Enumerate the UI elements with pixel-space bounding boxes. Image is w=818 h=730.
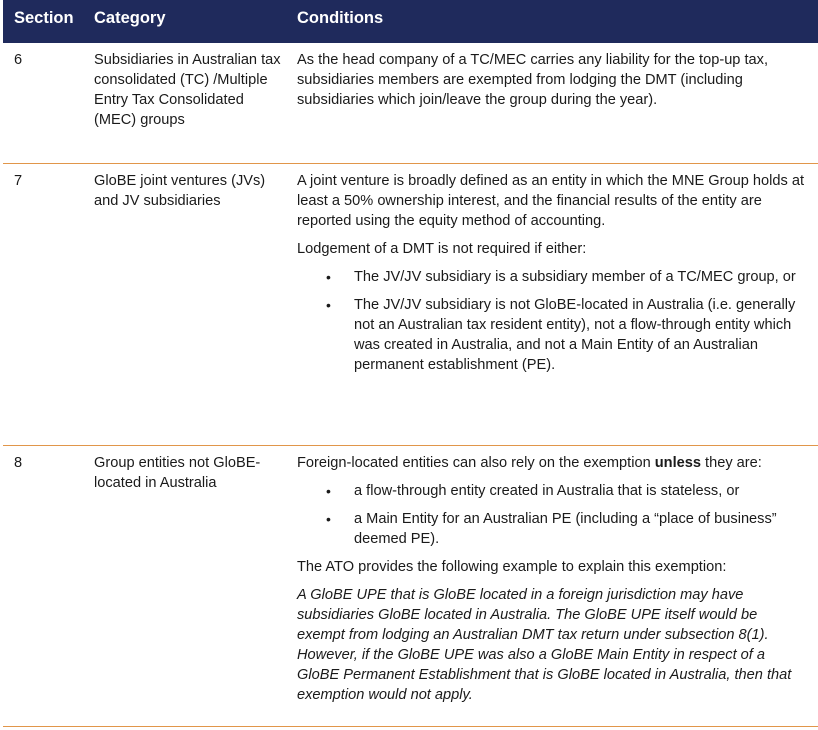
header-section: Section — [14, 9, 74, 27]
conditions-paragraph — [297, 453, 809, 473]
category-text: Subsidiaries in Australian tax consolidated (TC) /Multiple Entry Tax Consolidated (MEC) groups — [94, 52, 281, 128]
conditions-cell — [297, 453, 809, 713]
list-item — [297, 481, 809, 501]
list-item-text: The JV/JV subsidiary is a subsidiary member of a TC/MEC group, or — [354, 269, 796, 285]
list-item-text: The JV/JV subsidiary is not GloBE-located in Australia (i.e. generally not an Australian tax resident entity), not a flow-through entity which was created in Australia, and not a Main Entity of an Australian permanent establishment (PE). — [354, 297, 796, 373]
category-text: Group entities not GloBE-located in Australia — [94, 455, 261, 491]
list-item-text: a Main Entity for an Australian PE (including a “place of business” deemed PE). — [354, 511, 777, 547]
conditions-list — [297, 481, 809, 549]
conditions-cell — [297, 171, 809, 383]
table-row — [3, 164, 818, 446]
table-row — [3, 446, 818, 727]
conditions-cell — [297, 50, 809, 118]
section-number: 7 — [14, 173, 23, 189]
bullet-icon: • — [326, 269, 331, 285]
list-item — [297, 295, 809, 375]
section-number: 6 — [14, 52, 23, 68]
table-header — [3, 0, 818, 43]
bullet-icon: • — [326, 511, 331, 527]
emphasis-text: unless — [654, 455, 701, 471]
list-item — [297, 267, 809, 287]
paragraph-text: Foreign-located entities can also rely on the exemption — [297, 455, 655, 471]
paragraph-text: they are: — [700, 455, 762, 471]
example-paragraph: A GloBE UPE that is GloBE located in a foreign jurisdiction may have subsidiaries GloBE located in Australia. The GloBE UPE itself would be exempt from lodging an Australian DMT tax return under subsection 8(1). However, if the GloBE UPE was also a GloBE Main Entity in respect of a GloBE Permanent Establishment that is GloBE located in Australia, then that exemption would not apply. — [297, 587, 792, 703]
bullet-icon: • — [326, 483, 331, 499]
category-text: GloBE joint ventures (JVs) and JV subsidiaries — [94, 173, 266, 209]
list-item-text: a flow-through entity created in Australia that is stateless, or — [354, 483, 740, 499]
section-number: 8 — [14, 455, 23, 471]
conditions-paragraph: A joint venture is broadly defined as an entity in which the MNE Group holds at least a 50% ownership interest, and the financial results of the entity are reported using the equity method of accounting. — [297, 173, 805, 229]
header-conditions: Conditions — [297, 9, 384, 27]
conditions-paragraph: Lodgement of a DMT is not required if either: — [297, 241, 587, 257]
list-item — [297, 509, 809, 549]
conditions-paragraph: The ATO provides the following example to explain this exemption: — [297, 559, 727, 575]
conditions-list — [297, 267, 809, 375]
table-row — [3, 43, 818, 164]
bullet-icon: • — [326, 297, 331, 313]
header-category: Category — [94, 9, 166, 27]
conditions-paragraph: As the head company of a TC/MEC carries any liability for the top-up tax, subsidiaries members are exempted from lodging the DMT (including subsidiaries which join/leave the group during the year). — [297, 52, 769, 108]
